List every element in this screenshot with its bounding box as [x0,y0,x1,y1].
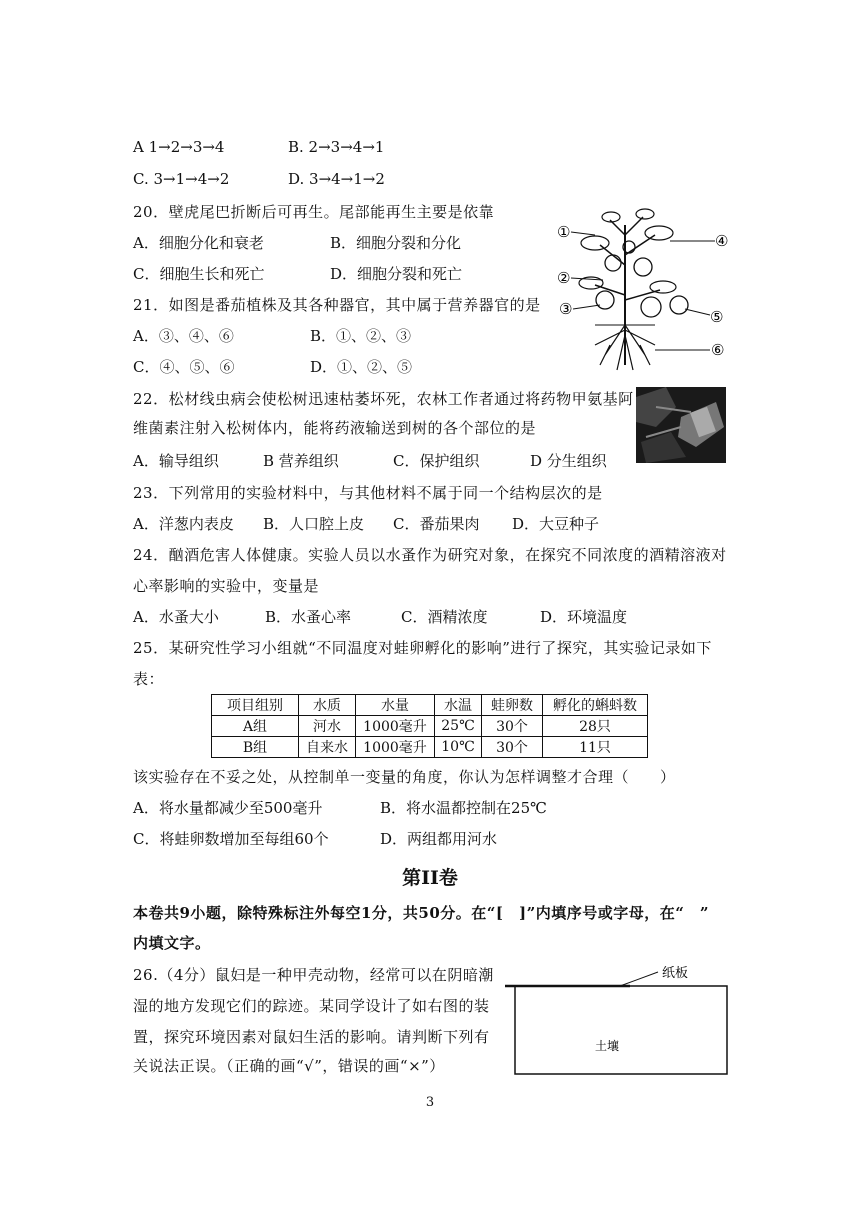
page-number: 3 [425,1095,435,1110]
table-header-cell: 孵化的蝌蚪数 [543,695,648,716]
table-row [212,737,648,758]
plant-label-2: ② [557,269,571,287]
q20-option-a: A．细胞分化和衰老 [133,234,264,252]
q22-option-a: A．输导组织 [133,452,219,470]
q19-option-d: D. 3→4→1→2 [288,170,385,188]
q21-option-b: B．①、②、③ [310,327,412,345]
q22-stem-line-2: 维菌素注射入松树体内，能将药液输送到树的各个部位的是 [133,419,537,437]
q24-option-b: B．水蚤心率 [265,608,352,626]
q25-option-c: C．将蛙卵数增加至每组60个 [133,830,329,848]
table-header-cell: 水质 [299,695,356,716]
plant-label-1: ① [557,223,571,241]
table-header-cell: 水量 [356,695,435,716]
plant-label-5: ⑤ [710,308,724,326]
table-cell: 11只 [543,737,648,758]
table-cell: 25℃ [435,716,482,737]
table-cell: 1000毫升 [356,737,435,758]
section-instructions-line-2: 内填文字。 [133,934,211,952]
q19-option-a: A 1→2→3→4 [133,138,225,156]
q23-option-b: B．人口腔上皮 [263,515,365,533]
q25-option-b: B．将水温都控制在25℃ [380,799,547,817]
table-header-cell: 项目组别 [212,695,299,716]
q19-option-b: B. 2→3→4→1 [288,138,385,156]
plant-label-3: ③ [559,300,573,318]
section-instructions-line-1: 本卷共9小题，除特殊标注外每空1分，共50分。在“[ ]”内填序号或字母，在“ ” [133,904,709,922]
table-cell: 10℃ [435,737,482,758]
q25-option-d: D．两组都用河水 [380,830,498,848]
q23-option-a: A．洋葱内表皮 [133,515,234,533]
q23-option-d: D．大豆种子 [512,515,600,533]
table-row [212,716,648,737]
table-cell: 30个 [482,737,543,758]
q25-question: 该实验存在不妥之处，从控制单一变量的角度，你认为怎样调整才合理（ ） [133,768,676,786]
q25-stem-line-2: 表： [133,670,165,688]
q26-line-4: 关说法正误。（正确的画“√”，错误的画“×”） [133,1057,445,1075]
q21-option-c: C．④、⑤、⑥ [133,358,235,376]
q25-stem-line-1: 25．某研究性学习小组就“不同温度对蛙卵孵化的影响”进行了探究，其实验记录如下 [133,639,712,657]
tree-injection-photo [636,387,726,463]
q24-stem-line-2: 心率影响的实验中，变量是 [133,577,320,595]
table-cell: 28只 [543,716,648,737]
q24-option-a: A．水蚤大小 [133,608,219,626]
table-cell: A组 [212,716,299,737]
q26-line-2: 湿的地方发现它们的踪迹。某同学设计了如右图的装 [133,997,490,1015]
q26-line-1: 26.（4分）鼠妇是一种甲壳动物，经常可以在阴暗潮 [133,966,494,984]
soil-label: 土壤 [595,1039,620,1053]
q25-option-a: A．将水量都减少至500毫升 [133,799,323,817]
plant-label-6: ⑥ [711,341,725,359]
table-header-cell: 蛙卵数 [482,695,543,716]
q19-option-c: C. 3→1→4→2 [133,170,230,188]
q22-option-c: C．保护组织 [393,452,480,470]
table-header-cell: 水温 [435,695,482,716]
q20-option-c: C．细胞生长和死亡 [133,265,265,283]
q21-stem: 21．如图是番茄植株及其各种器官，其中属于营养器官的是 [133,296,541,314]
table-cell: 1000毫升 [356,716,435,737]
experiment-table [211,694,648,758]
q26-line-3: 置，探究环境因素对鼠妇生活的影响。请判断下列有 [133,1028,490,1046]
q23-stem: 23．下列常用的实验材料中，与其他材料不属于同一个结构层次的是 [133,484,603,502]
table-cell: B组 [212,737,299,758]
table-cell: 自来水 [299,737,356,758]
table-cell: 河水 [299,716,356,737]
q23-option-c: C．番茄果肉 [393,515,480,533]
q22-option-d: D 分生组织 [530,452,607,470]
q20-stem: 20．壁虎尾巴折断后可再生。尾部能再生主要是依靠 [133,203,495,221]
q22-option-b: B 营养组织 [263,452,339,470]
q20-option-b: B．细胞分裂和分化 [330,234,462,252]
table-cell: 30个 [482,716,543,737]
q22-stem-line-1: 22．松材线虫病会使松树迅速枯萎坏死，农林工作者通过将药物甲氨基阿 [133,390,634,408]
q21-option-a: A．③、④、⑥ [133,327,234,345]
tomato-plant-figure [555,205,735,380]
q21-option-d: D．①、②、⑤ [310,358,413,376]
q24-option-c: C．酒精浓度 [401,608,488,626]
q24-option-d: D．环境温度 [540,608,628,626]
woodlouse-experiment-diagram [500,960,735,1080]
section-title: 第II卷 [402,867,458,889]
board-label: 纸板 [662,966,689,981]
q24-stem-line-1: 24．酗酒危害人体健康。实验人员以水蚤作为研究对象，在探究不同浓度的酒精溶液对 [133,546,727,564]
plant-label-4: ④ [715,232,729,250]
table-header-row [212,695,648,716]
q20-option-d: D．细胞分裂和死亡 [330,265,463,283]
